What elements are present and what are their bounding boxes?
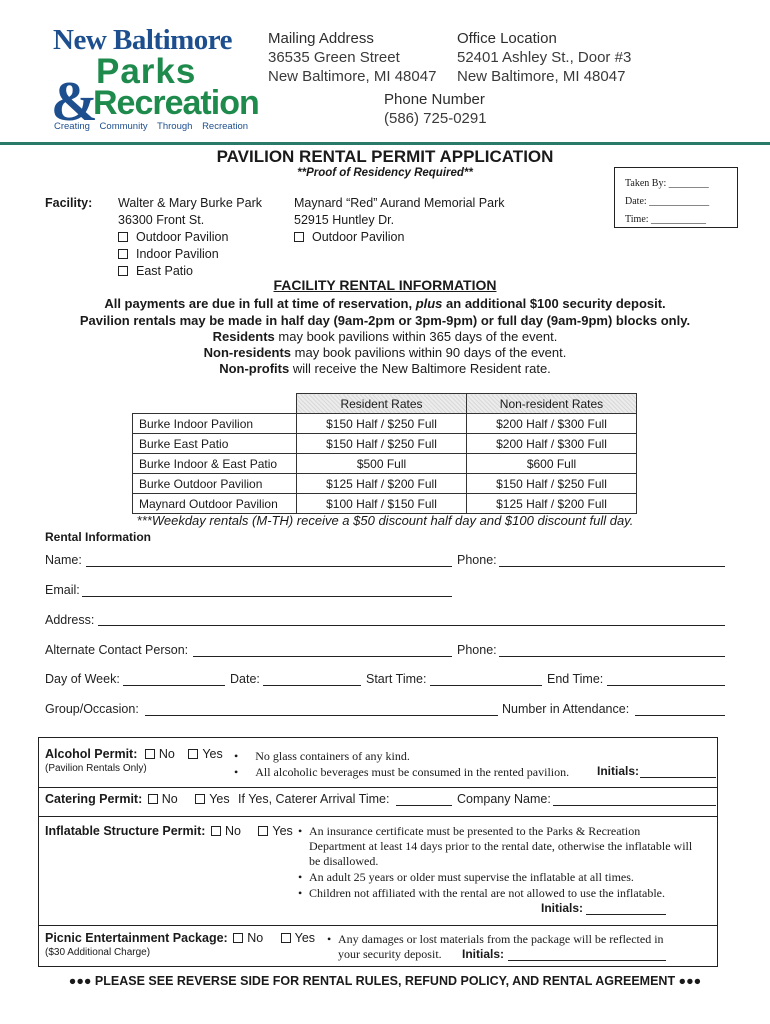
permit-divider (38, 816, 718, 817)
facility-cell: Burke East Patio (133, 434, 297, 454)
picnic-no-option[interactable]: No (233, 931, 263, 945)
address-input[interactable] (98, 625, 725, 626)
logo-wordmark-recreation: Recreation (93, 84, 259, 122)
inflatable-yes-option[interactable]: Yes (258, 824, 292, 838)
table-row (133, 454, 637, 474)
alcohol-bullet-2: • All alcoholic beverages must be consumed in the rented pavilion. (234, 765, 570, 779)
alternate-contact-input[interactable] (193, 656, 452, 657)
bullet-icon: • (298, 870, 303, 884)
office-time-field: Time: ___________ (625, 214, 707, 225)
bullet-icon: • (234, 749, 239, 763)
inflatable-bullet-1: • An insurance certificate must be presented to the Parks & Recreation Department at least 14 days prior to the rental date, otherwise the inflatable will be disallowed. (298, 824, 693, 868)
nonresident-rate-cell: $200 Half / $300 Full (467, 434, 637, 454)
end-time-label: End Time: (547, 672, 604, 686)
bullet-icon: • (234, 765, 239, 779)
office-location-line1: 52401 Ashley St., Door #3 (457, 49, 632, 66)
inflatable-permit-row (45, 824, 293, 838)
mailing-address-label: Mailing Address (268, 30, 374, 47)
checkbox-icon[interactable] (211, 826, 221, 836)
picnic-package-label: Picnic Entertainment Package: (45, 931, 228, 945)
nonresident-rate-cell: $600 Full (467, 454, 637, 474)
alcohol-bullet-1: • No glass containers of any kind. (234, 749, 410, 763)
nonresident-rates-header: Non-resident Rates (467, 394, 637, 414)
catering-permit-label: Catering Permit: (45, 792, 143, 806)
burke-indoor-option[interactable]: Indoor Pavilion (118, 246, 262, 263)
inflatable-bullet-2: • An adult 25 years or older must supervise the inflatable at all times. (298, 870, 634, 884)
table-row (133, 494, 637, 514)
alcohol-initials-label: Initials: (597, 764, 640, 778)
resident-rate-cell: $500 Full (297, 454, 467, 474)
burke-patio-option[interactable]: East Patio (118, 263, 262, 280)
header-divider (0, 142, 770, 145)
inflatable-no-option[interactable]: No (211, 824, 241, 838)
facility-cell: Maynard Outdoor Pavilion (133, 494, 297, 514)
caterer-arrival-input[interactable] (396, 805, 452, 806)
logo-ampersand: & (51, 71, 98, 133)
alternate-contact-label: Alternate Contact Person: (45, 643, 189, 657)
start-time-input[interactable] (430, 685, 542, 686)
phone-label: Phone: (457, 553, 497, 567)
picnic-yes-option[interactable]: Yes (281, 931, 315, 945)
rates-header-row (133, 394, 637, 414)
facility-label: Facility: (45, 196, 93, 210)
company-name-label: Company Name: (457, 792, 551, 806)
checkbox-icon[interactable] (145, 749, 155, 759)
day-of-week-label: Day of Week: (45, 672, 120, 686)
burke-outdoor-option[interactable]: Outdoor Pavilion (118, 229, 262, 246)
office-location-label: Office Location (457, 30, 557, 47)
checkbox-icon[interactable] (188, 749, 198, 759)
checkbox-icon[interactable] (258, 826, 268, 836)
checkbox-icon[interactable] (294, 232, 304, 242)
attendance-input[interactable] (635, 715, 725, 716)
picnic-package-sublabel: ($30 Additional Charge) (45, 947, 151, 958)
checkbox-icon[interactable] (233, 933, 243, 943)
checkbox-icon[interactable] (195, 794, 205, 804)
office-date-field: Date: ____________ (625, 196, 710, 207)
half-full-day-note: Pavilion rentals may be made in half day (9am-2pm or 3pm-9pm) or full day (9am-9pm) blocks only. (79, 313, 691, 328)
table-row (133, 414, 637, 434)
mailing-address-line2: New Baltimore, MI 48047 (268, 68, 437, 85)
non-profits-note: Non-profits will receive the New Baltimore Resident rate. (219, 361, 551, 376)
facility-cell: Burke Outdoor Pavilion (133, 474, 297, 494)
caterer-arrival-label: If Yes, Caterer Arrival Time: (238, 792, 390, 806)
rates-table (132, 393, 637, 514)
resident-rate-cell: $150 Half / $250 Full (297, 414, 467, 434)
checkbox-icon[interactable] (118, 266, 128, 276)
company-name-input[interactable] (553, 805, 716, 806)
inflatable-initials-label: Initials: (541, 901, 584, 915)
maynard-park-block (294, 195, 505, 246)
mailing-address-line1: 36535 Green Street (268, 49, 400, 66)
facility-rental-info-heading: FACILITY RENTAL INFORMATION (273, 277, 497, 293)
alcohol-yes-option[interactable]: Yes (188, 747, 222, 761)
picnic-package-row (45, 931, 315, 945)
burke-park-name: Walter & Mary Burke Park (118, 196, 263, 210)
logo-tagline: Creating Community Through Recreation (54, 121, 249, 132)
rates-header-blank (133, 394, 297, 414)
end-time-input[interactable] (607, 685, 725, 686)
burke-park-block (118, 195, 262, 280)
resident-rate-cell: $150 Half / $250 Full (297, 434, 467, 454)
catering-permit-row (45, 792, 230, 806)
group-occasion-input[interactable] (145, 715, 498, 716)
group-occasion-label: Group/Occasion: (45, 702, 139, 716)
name-label: Name: (45, 553, 82, 567)
alcohol-permit-sublabel: (Pavilion Rentals Only) (45, 763, 147, 774)
taken-by-field: Taken By: ________ (625, 178, 709, 189)
picnic-initials-input[interactable] (508, 960, 666, 961)
table-row (133, 474, 637, 494)
inflatable-bullet-3: • Children not affiliated with the rental are not allowed to use the inflatable. (298, 886, 665, 900)
page-title: PAVILION RENTAL PERMIT APPLICATION (216, 147, 554, 166)
catering-yes-option[interactable]: Yes (195, 792, 229, 806)
bullet-icon: • (298, 886, 303, 900)
checkbox-icon[interactable] (281, 933, 291, 943)
checkbox-icon[interactable] (118, 249, 128, 259)
alt-phone-input[interactable] (499, 656, 725, 657)
proof-of-residency-note: **Proof of Residency Required** (297, 167, 473, 179)
maynard-park-name: Maynard “Red” Aurand Memorial Park (294, 196, 505, 210)
non-residents-note: Non-residents may book pavilions within 90 days of the event. (203, 345, 567, 360)
nonresident-rate-cell: $200 Half / $300 Full (467, 414, 637, 434)
alt-phone-label: Phone: (457, 643, 497, 657)
office-location-line2: New Baltimore, MI 48047 (457, 68, 626, 85)
catering-no-option[interactable]: No (148, 792, 178, 806)
permit-divider (38, 787, 718, 788)
rental-information-heading: Rental Information (45, 530, 152, 544)
start-time-label: Start Time: (366, 672, 427, 686)
reverse-side-notice: ●●● PLEASE SEE REVERSE SIDE FOR RENTAL RULES, REFUND POLICY, AND RENTAL AGREEMENT ●●● (68, 974, 702, 988)
picnic-bullet-1: • Any damages or lost materials from the package will be reflected in your security deposit. (327, 932, 664, 961)
alcohol-permit-row (45, 747, 223, 761)
payments-note: All payments are due in full at time of reservation, plus an additional $100 security deposit. (104, 296, 666, 311)
facility-cell: Burke Indoor & East Patio (133, 454, 297, 474)
inflatable-permit-label: Inflatable Structure Permit: (45, 824, 206, 838)
alcohol-no-option[interactable]: No (145, 747, 175, 761)
resident-rates-header: Resident Rates (297, 394, 467, 414)
attendance-label: Number in Attendance: (502, 702, 630, 716)
date-label: Date: (230, 672, 260, 686)
phone-number-label: Phone Number (384, 91, 485, 108)
alcohol-initials-input[interactable] (640, 777, 716, 778)
burke-park-address: 36300 Front St. (118, 213, 205, 227)
nonresident-rate-cell: $125 Half / $200 Full (467, 494, 637, 514)
day-of-week-input[interactable] (123, 685, 225, 686)
date-input[interactable] (263, 685, 361, 686)
checkbox-icon[interactable] (148, 794, 158, 804)
maynard-park-address: 52915 Huntley Dr. (294, 213, 395, 227)
office-use-box (614, 167, 738, 228)
bullet-icon: • (298, 824, 303, 838)
permit-divider (38, 925, 718, 926)
nonresident-rate-cell: $150 Half / $250 Full (467, 474, 637, 494)
email-input[interactable] (82, 596, 452, 597)
facility-cell: Burke Indoor Pavilion (133, 414, 297, 434)
address-label: Address: (45, 613, 95, 627)
bullet-icon: • (327, 932, 332, 946)
alcohol-permit-label: Alcohol Permit: (45, 747, 138, 761)
weekday-discount-note: ***Weekday rentals (M-TH) receive a $50 discount half day and $100 discount full day. (136, 513, 634, 528)
table-row (133, 434, 637, 454)
resident-rate-cell: $125 Half / $200 Full (297, 474, 467, 494)
maynard-outdoor-option[interactable]: Outdoor Pavilion (294, 229, 505, 246)
name-input[interactable] (86, 566, 452, 567)
picnic-initials-label: Initials: (462, 947, 505, 961)
checkbox-icon[interactable] (118, 232, 128, 242)
logo-wordmark-new-baltimore: New Baltimore (53, 24, 232, 56)
email-label: Email: (45, 583, 80, 597)
logo-wordmark-parks: Parks (96, 52, 197, 91)
phone-number-value: (586) 725-0291 (384, 110, 487, 127)
resident-rate-cell: $100 Half / $150 Full (297, 494, 467, 514)
inflatable-initials-input[interactable] (586, 914, 666, 915)
phone-input[interactable] (499, 566, 725, 567)
residents-note: Residents may book pavilions within 365 days of the event. (212, 329, 558, 344)
